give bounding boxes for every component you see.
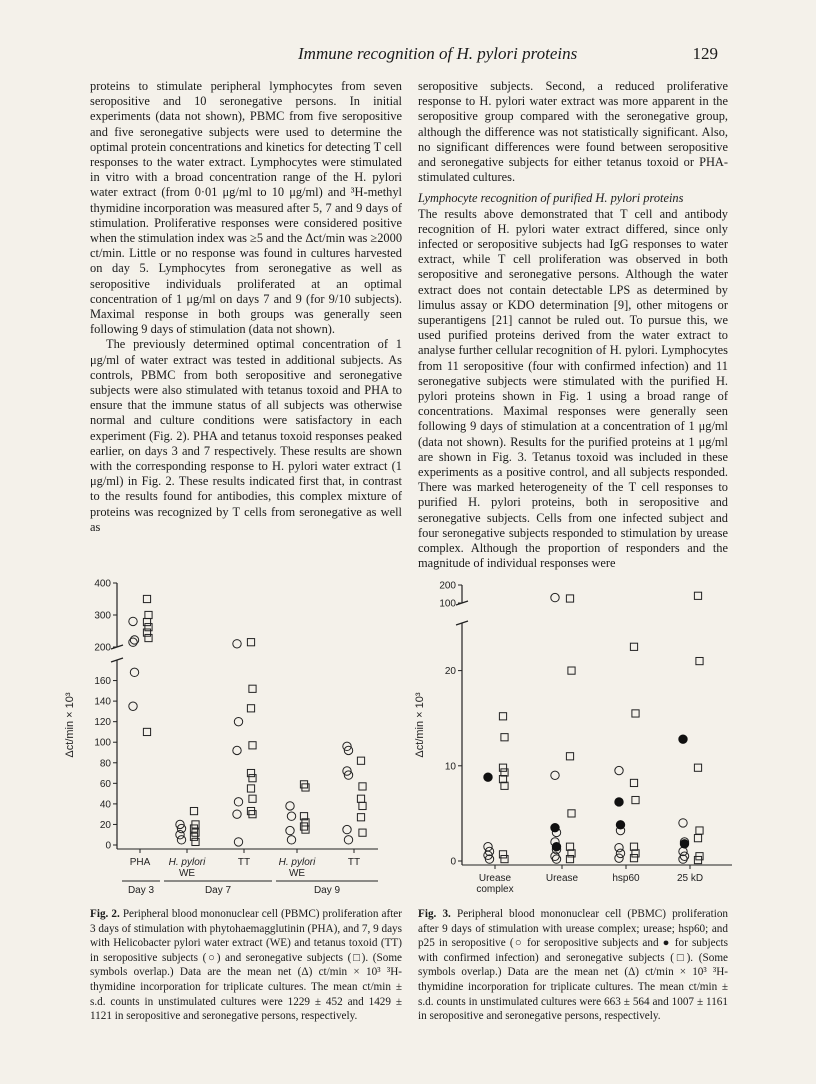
data-point-circle: [615, 843, 623, 851]
x-tick-label-line2: WE: [288, 868, 306, 879]
y-tick-label: 200: [439, 580, 456, 592]
x-tick-label-line2: WE: [178, 868, 196, 879]
x-tick-label: TT: [347, 857, 361, 868]
data-point-filled-circle: [615, 798, 623, 806]
y-tick-label: 0: [450, 856, 456, 868]
day-label: Day 7: [204, 885, 232, 895]
data-point-square: [632, 710, 639, 717]
data-point-square: [145, 611, 152, 618]
data-point-square: [694, 592, 701, 599]
data-point-square: [359, 829, 366, 836]
x-tick-label: Urease: [545, 873, 579, 884]
y-tick-label: 0: [105, 840, 111, 852]
data-point-filled-circle: [680, 840, 688, 848]
data-point-circle: [233, 640, 241, 648]
data-point-square: [694, 835, 701, 842]
data-point-square: [566, 753, 573, 760]
data-point-square: [630, 843, 637, 850]
data-point-square: [190, 807, 197, 814]
data-point-square: [566, 843, 573, 850]
x-tick-label: PHA: [129, 857, 151, 868]
data-point-square: [247, 705, 254, 712]
caption-text: Peripheral blood mononuclear cell (PBMC) proliferation after 9 days of stimulation with urease complex; urease; hsp60; and p25 in seropositive (○ for seropositive subjects and ● for subjects with confirmed infection) and seronegative subjects (□). (Some symbols overlap.) Data are the mean net (Δ) ct/min × 10³ ³H-thymidine incorporation for triplicate cultures. The mean ct/min ± s.d. counts in unstimulated cultures were 663 ± 564 and 1007 ± 1161 in seropositive and seronegative persons, respectively.: [418, 908, 729, 1023]
data-point-circle: [287, 836, 295, 844]
paragraph: seropositive subjects. Second, a reduced proliferative response to H. pylori water extract was more apparent in the seropositive group compared with the seronegative group, although the difference was not statistically significant. Also, no significant differences were found between seropositive and seronegative subjects for either tetanus toxoid or PHA-stimulated cultures.: [418, 79, 728, 185]
data-point-square: [357, 814, 364, 821]
data-point-square: [568, 810, 575, 817]
data-point-square: [568, 667, 575, 674]
data-point-square: [249, 685, 256, 692]
data-point-circle: [233, 810, 241, 818]
y-tick-label: 40: [99, 799, 111, 811]
caption-text: Peripheral blood mononuclear cell (PBMC) proliferation after 3 days of stimulation with phytohaemagglutinin (PHA), and 7, 9 days with Helicobacter pylori water extract (WE) and tetanus toxoid (TT) in seropositive subjects (○) and seronegative subjects (□). (Some symbols overlap.) Data are the mean net (Δ) ct/min × 10³ ³H-thymidine incorporation for triplicate cultures. The mean ct/min ± s.d. counts in unstimulated cultures were 1229 ± 452 and 1429 ± 1121 in seropositive and seronegative persons, respectively.: [90, 908, 402, 1023]
data-point-square: [357, 757, 364, 764]
paragraph: proteins to stimulate peripheral lymphocytes from seven seropositive and 10 seronegative persons. In initial experiments (data not shown), PBMC from five seropositive and five seronegative subjects were used to determine the optimal protein concentrations and kinetics for detecting T cell responses to the water extract. Lymphocytes were stimulated in vitro with a broad concentration range of the H. pylori water extract (from 0·01 μg/ml to 10 μg/ml) and ³H-methyl thymidine incorporation was measured after 5, 7 and 9 days of stimulation. Proliferative responses were considered positive when the stimulation index was ≥5 and the Δct/min was ≥2000 ct/min. Little or no response was found in cultures harvested on day 5. Lymphocytes from seronegative as well as seropositive individuals proliferated at an optimal concentration of 1 μg/ml on days 7 and 9 (for 9/10 subjects). Maximal response in both groups was generally seen following 9 days of stimulation (data not shown).: [90, 79, 403, 337]
y-axis-label: Δct/min × 10³: [64, 692, 76, 758]
data-point-circle: [552, 855, 560, 863]
page-header: [0, 44, 816, 68]
data-point-square: [694, 764, 701, 771]
data-point-filled-circle: [616, 821, 624, 829]
data-point-circle: [551, 771, 559, 779]
data-point-square: [143, 595, 150, 602]
data-point-square: [143, 728, 150, 735]
data-point-square: [249, 795, 256, 802]
data-point-circle: [129, 638, 137, 646]
figure-label: Fig. 2.: [90, 908, 120, 920]
day-label: Day 9: [313, 885, 341, 895]
figure-3-caption: [418, 907, 728, 1024]
figure-2: [60, 575, 410, 895]
day-label: Day 3: [127, 885, 155, 895]
figure-3-chart: [410, 575, 740, 895]
paragraph: The results above demonstrated that T cell and antibody recognition of H. pylori water extract differed, since only infected or seropositive subjects had IgG responses to water extract, while T cell proliferation was observed in both seropositive and seronegative persons. Although the water extract does not contain detectable LPS as determined by limulus assay or KDO determination [9], other mitogens or superantigens [21] cannot be ruled out. To pursue this, we used purified proteins derived from the water extract to analyse further cellular recognition of H. pylori. Lymphocytes from 11 seropositive (four with confirmed infection) and 11 seronegative subjects were stimulated with the purified H. pylori proteins shown in Fig. 1 using a broad range of concentrations. Maximal responses were generally seen following 9 days of stimulation at a concentration of 1 μg/ml (data not shown). Results for the purified proteins at 1 μg/ml are shown in Fig. 3. Tetanus toxoid was included in these experiments as a positive control, and all subjects responded. There was marked heterogeneity of the T cell responses to purified H. pylori proteins, both in seropositive and seronegative subjects. Cells from one infected subject and four seronegative subjects responded to stimulation by urease complex. Although the proportion of responders and the magnitude of individual responses were: [418, 206, 728, 571]
data-point-square: [247, 639, 254, 646]
x-tick-label: Urease: [478, 873, 512, 884]
figure-3: [410, 575, 740, 895]
x-tick-label: 25 kD: [676, 873, 704, 884]
data-point-square: [247, 785, 254, 792]
y-tick-label: 60: [99, 778, 111, 790]
data-point-square: [630, 779, 637, 786]
y-tick-label: 20: [99, 819, 111, 831]
y-tick-label: 300: [94, 610, 111, 622]
data-point-circle: [129, 617, 137, 625]
data-point-circle: [176, 831, 184, 839]
data-point-circle: [234, 838, 242, 846]
y-tick-label: 100: [439, 598, 456, 610]
data-point-square: [359, 802, 366, 809]
data-point-square: [359, 783, 366, 790]
x-tick-label: H. pylori: [168, 857, 206, 868]
data-point-square: [632, 796, 639, 803]
data-point-circle: [551, 593, 559, 601]
data-point-square: [499, 776, 506, 783]
figure-label: Fig. 3.: [418, 908, 451, 920]
data-point-circle: [484, 843, 492, 851]
y-tick-label: 10: [444, 761, 456, 773]
data-point-circle: [234, 798, 242, 806]
x-tick-label: TT: [237, 857, 251, 868]
section-subheading: Lymphocyte recognition of purified H. pylori proteins: [418, 191, 684, 206]
figure-2-chart: [60, 575, 410, 895]
y-tick-label: 160: [94, 676, 111, 688]
y-tick-label: 140: [94, 696, 111, 708]
paragraph: The previously determined optimal concentration of 1 μg/ml of water extract was tested in additional subjects. As controls, PBMC from both seropositive and seronegative subjects were also stimulated with tetanus toxoid and PHA to ensure that the immune status of all subjects was otherwise normal and culture conditions were satisfactory in each experiment (Fig. 2). PHA and tetanus toxoid responses peaked earlier, on days 3 and 7 respectively. These results are shown with the corresponding response to H. pylori water extract (1 μg/ml) in Fig. 2. These results indicated first that, in contrast to the results found for antibodies, this complex mixture of proteins was recognized by T cells from seronegative as well as: [90, 337, 402, 534]
data-point-square: [696, 827, 703, 834]
data-point-circle: [129, 702, 137, 710]
data-point-square: [630, 643, 637, 650]
data-point-circle: [615, 766, 623, 774]
data-point-filled-circle: [679, 735, 687, 743]
data-point-circle: [130, 668, 138, 676]
running-title: Immune recognition of H. pylori proteins: [298, 44, 578, 63]
left-text-column: [90, 79, 402, 535]
data-point-square: [566, 595, 573, 602]
data-point-circle: [286, 826, 294, 834]
x-tick-label: H. pylori: [278, 857, 316, 868]
data-point-circle: [679, 819, 687, 827]
data-point-filled-circle: [551, 823, 559, 831]
y-tick-label: 120: [94, 717, 111, 729]
data-point-circle: [343, 825, 351, 833]
data-point-circle: [615, 854, 623, 862]
data-point-circle: [234, 717, 242, 725]
data-point-circle: [616, 849, 624, 857]
data-point-circle: [344, 836, 352, 844]
right-text-column: [418, 79, 728, 572]
data-point-square: [501, 782, 508, 789]
data-point-circle: [233, 746, 241, 754]
y-tick-label: 100: [94, 737, 111, 749]
data-point-circle: [286, 802, 294, 810]
page-number: 129: [692, 44, 718, 63]
data-point-circle: [177, 836, 185, 844]
data-point-square: [696, 657, 703, 664]
data-point-filled-circle: [552, 843, 560, 851]
x-tick-label: hsp60: [612, 873, 640, 884]
data-point-square: [499, 713, 506, 720]
y-tick-label: 80: [99, 758, 111, 770]
y-tick-label: 400: [94, 578, 111, 590]
y-axis-label: Δct/min × 10³: [414, 692, 426, 758]
y-tick-label: 200: [94, 642, 111, 654]
data-point-square: [357, 795, 364, 802]
x-tick-label-line2: complex: [476, 884, 514, 895]
data-point-circle: [287, 812, 295, 820]
y-tick-label: 20: [444, 666, 456, 678]
data-point-square: [501, 734, 508, 741]
data-point-filled-circle: [484, 773, 492, 781]
figure-2-caption: [90, 907, 402, 1024]
data-point-square: [249, 742, 256, 749]
